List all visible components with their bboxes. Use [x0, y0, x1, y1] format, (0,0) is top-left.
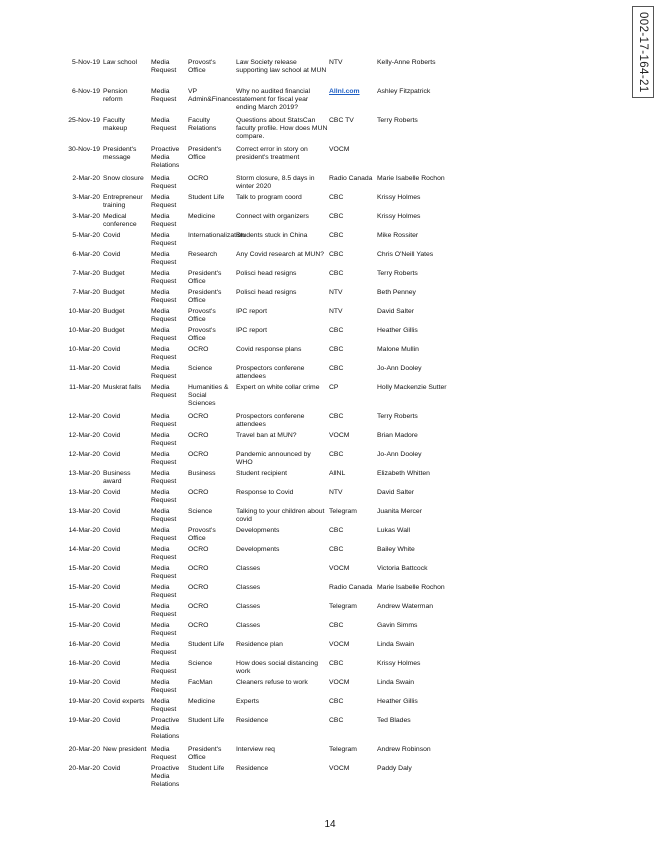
- entry-unit: VP Admin&Finance: [188, 88, 236, 103]
- entry-reporter: Victoria Battcock: [377, 565, 428, 572]
- entry-date: 13-Mar-20: [68, 470, 100, 477]
- table-row: [0, 308, 630, 327]
- entry-type: Media Request: [151, 175, 177, 190]
- entry-reporter: David Salter: [377, 308, 415, 315]
- entry-topic: Covid: [103, 546, 121, 553]
- entry-date: 14-Mar-20: [68, 546, 100, 553]
- entry-unit: Medicine: [188, 698, 216, 705]
- entry-date: 19-Mar-20: [68, 717, 100, 724]
- entry-outlet: CBC: [329, 413, 344, 420]
- entry-topic: Covid: [103, 660, 121, 667]
- entry-reporter: Malone Mullin: [377, 346, 419, 353]
- media-request-log: [0, 59, 630, 794]
- table-row: [0, 508, 630, 527]
- page-number: 14: [324, 819, 336, 830]
- entry-topic: Covid: [103, 603, 121, 610]
- entry-description: Travel ban at MUN?: [236, 432, 297, 439]
- entry-reporter: Marie Isabelle Rochon: [377, 584, 445, 591]
- entry-topic: Covid: [103, 527, 121, 534]
- entry-outlet: VOCM: [329, 146, 350, 153]
- entry-type: Media Request: [151, 413, 177, 428]
- entry-topic: Budget: [103, 289, 125, 296]
- entry-type: Media Request: [151, 346, 177, 361]
- entry-description: Polisci head resigns: [236, 289, 297, 296]
- entry-date: 15-Mar-20: [68, 622, 100, 629]
- entry-type: Media Request: [151, 746, 177, 761]
- entry-description: Cleaners refuse to work: [236, 679, 308, 686]
- entry-type: Media Request: [151, 660, 177, 675]
- entry-outlet: Telegram: [329, 746, 357, 753]
- entry-reporter: Linda Swain: [377, 641, 415, 648]
- table-row: [0, 546, 630, 565]
- entry-description: How does social distancing work: [236, 660, 318, 675]
- entry-type: Media Request: [151, 603, 177, 618]
- entry-unit: OCRO: [188, 603, 209, 610]
- entry-date: 6-Nov-19: [72, 88, 100, 95]
- entry-topic: Budget: [103, 327, 125, 334]
- entry-topic: Covid: [103, 584, 121, 591]
- entry-date: 13-Mar-20: [68, 489, 100, 496]
- entry-description: Pandemic announced by WHO: [236, 451, 311, 466]
- entry-description: Developments: [236, 546, 280, 553]
- table-row: [0, 622, 630, 641]
- entry-date: 30-Nov-19: [68, 146, 100, 153]
- entry-type: Proactive Media Relations: [151, 717, 180, 740]
- entry-description: Law Society release supporting law school at MUN: [236, 59, 327, 74]
- entry-reporter: Bailey White: [377, 546, 415, 553]
- entry-topic: Covid: [103, 451, 121, 458]
- entry-description: Prospectors conferene attendees: [236, 413, 305, 428]
- entry-outlet: CBC: [329, 194, 344, 201]
- entry-date: 3-Mar-20: [72, 194, 100, 201]
- entry-date: 16-Mar-20: [68, 641, 100, 648]
- entry-unit: Provost's Office: [188, 327, 216, 342]
- entry-topic: Muskrat falls: [103, 384, 142, 391]
- entry-unit: Student Life: [188, 194, 225, 201]
- entry-date: 19-Mar-20: [68, 679, 100, 686]
- entry-outlet: NTV: [329, 289, 343, 296]
- entry-type: Media Request: [151, 194, 177, 209]
- entry-unit: Student Life: [188, 765, 225, 772]
- table-row: [0, 365, 630, 384]
- entry-date: 6-Mar-20: [72, 251, 100, 258]
- entry-topic: Entrepreneur training: [103, 194, 143, 209]
- entry-description: Connect with organizers: [236, 213, 309, 220]
- entry-outlet: Telegram: [329, 508, 357, 515]
- entry-description: Classes: [236, 584, 261, 591]
- entry-reporter: Mike Rossiter: [377, 232, 419, 239]
- entry-unit: Business: [188, 470, 216, 477]
- entry-unit: Research: [188, 251, 218, 258]
- entry-unit: OCRO: [188, 546, 209, 553]
- entry-outlet: CBC: [329, 327, 344, 334]
- entry-reporter: Heather Gillis: [377, 327, 418, 334]
- entry-description: Residence: [236, 765, 269, 772]
- entry-reporter: Holly Mackenzie Sutter: [377, 384, 447, 391]
- entry-date: 15-Mar-20: [68, 584, 100, 591]
- entry-reporter: Ted Blades: [377, 717, 411, 724]
- entry-reporter: Krissy Holmes: [377, 660, 421, 667]
- entry-unit: FacMan: [188, 679, 213, 686]
- entry-topic: Covid: [103, 413, 121, 420]
- entry-topic: Covid: [103, 622, 121, 629]
- entry-type: Media Request: [151, 622, 177, 637]
- entry-outlet: CBC: [329, 660, 344, 667]
- entry-reporter: Andrew Robinson: [377, 746, 431, 753]
- entry-type: Media Request: [151, 546, 177, 561]
- entry-reporter: Paddy Daly: [377, 765, 412, 772]
- entry-unit: Science: [188, 660, 213, 667]
- entry-date: 19-Mar-20: [68, 698, 100, 705]
- entry-date: 15-Mar-20: [68, 603, 100, 610]
- entry-description: Expert on white collar crime: [236, 384, 320, 391]
- entry-outlet: VOCM: [329, 565, 350, 572]
- entry-unit: Provost's Office: [188, 59, 216, 74]
- entry-unit: Faculty Relations: [188, 117, 217, 132]
- entry-description: Covid response plans: [236, 346, 302, 353]
- entry-unit: OCRO: [188, 413, 209, 420]
- entry-type: Media Request: [151, 527, 177, 542]
- entry-unit: OCRO: [188, 489, 209, 496]
- table-row: [0, 641, 630, 660]
- entry-date: 20-Mar-20: [68, 746, 100, 753]
- entry-type: Media Request: [151, 327, 177, 342]
- entry-reporter: Beth Penney: [377, 289, 416, 296]
- entry-outlet: CBC: [329, 213, 344, 220]
- entry-reporter: Linda Swain: [377, 679, 415, 686]
- entry-description: Polisci head resigns: [236, 270, 297, 277]
- table-row: [0, 584, 630, 603]
- table-row: [0, 565, 630, 584]
- entry-type: Media Request: [151, 489, 177, 504]
- entry-unit: OCRO: [188, 451, 209, 458]
- entry-outlet: CBC: [329, 251, 344, 258]
- entry-type: Media Request: [151, 213, 177, 228]
- entry-description: IPC report: [236, 308, 267, 315]
- entry-description: Classes: [236, 622, 261, 629]
- entry-topic: New president: [103, 746, 147, 753]
- entry-outlet: CBC: [329, 698, 344, 705]
- entry-outlet: CBC TV: [329, 117, 354, 124]
- entry-reporter: Brian Madore: [377, 432, 418, 439]
- entry-outlet: Telegram: [329, 603, 357, 610]
- entry-reporter: Lukas Wall: [377, 527, 410, 534]
- entry-topic: Pension reform: [103, 88, 128, 103]
- entry-reporter: Krissy Holmes: [377, 194, 421, 201]
- entry-reporter: Terry Roberts: [377, 413, 418, 420]
- entry-date: 20-Mar-20: [68, 765, 100, 772]
- entry-type: Media Request: [151, 641, 177, 656]
- entry-topic: Faculty makeup: [103, 117, 128, 132]
- entry-type: Media Request: [151, 289, 177, 304]
- entry-outlet: CBC: [329, 270, 344, 277]
- entry-unit: President's Office: [188, 270, 222, 285]
- table-row: [0, 765, 630, 794]
- entry-reporter: Terry Roberts: [377, 117, 418, 124]
- entry-unit: OCRO: [188, 565, 209, 572]
- entry-type: Media Request: [151, 565, 177, 580]
- table-row: [0, 603, 630, 622]
- entry-unit: Student Life: [188, 717, 225, 724]
- entry-topic: Covid: [103, 641, 121, 648]
- entry-reporter: Krissy Holmes: [377, 213, 421, 220]
- entry-topic: Covid experts: [103, 698, 145, 705]
- entry-date: 14-Mar-20: [68, 527, 100, 534]
- entry-unit: Science: [188, 508, 213, 515]
- entry-type: Media Request: [151, 59, 177, 74]
- entry-type: Media Request: [151, 251, 177, 266]
- entry-description: Residence plan: [236, 641, 283, 648]
- entry-topic: Covid: [103, 251, 121, 258]
- entry-topic: Snow closure: [103, 175, 144, 182]
- table-row: [0, 698, 630, 717]
- table-row: [0, 432, 630, 451]
- document-id-stamp: 002-17-164-21: [632, 6, 654, 98]
- entry-type: Media Request: [151, 308, 177, 323]
- entry-outlet: NTV: [329, 489, 343, 496]
- entry-reporter: Ashley Fitzpatrick: [377, 88, 431, 95]
- entry-outlet: AllNL: [329, 470, 346, 477]
- entry-outlet: CBC: [329, 527, 344, 534]
- entry-description: Experts: [236, 698, 260, 705]
- table-row: [0, 489, 630, 508]
- entry-date: 10-Mar-20: [68, 327, 100, 334]
- table-row: [0, 451, 630, 470]
- table-row: [0, 213, 630, 232]
- entry-description: Interview req: [236, 746, 275, 753]
- entry-topic: Covid: [103, 765, 121, 772]
- table-row: [0, 470, 630, 489]
- entry-type: Media Request: [151, 451, 177, 466]
- table-row: [0, 146, 630, 175]
- entry-date: 7-Mar-20: [72, 289, 100, 296]
- entry-unit: OCRO: [188, 432, 209, 439]
- entry-type: Media Request: [151, 365, 177, 380]
- entry-description: Storm closure, 8.5 days in winter 2020: [236, 175, 315, 190]
- entry-date: 25-Nov-19: [68, 117, 100, 124]
- entry-reporter: Heather Gillis: [377, 698, 418, 705]
- entry-unit: OCRO: [188, 346, 209, 353]
- entry-reporter: Marie Isabelle Rochon: [377, 175, 445, 182]
- entry-unit: OCRO: [188, 622, 209, 629]
- entry-reporter: Terry Roberts: [377, 270, 418, 277]
- entry-topic: Law school: [103, 59, 138, 66]
- table-row: [0, 327, 630, 346]
- table-row: [0, 717, 630, 746]
- table-row: [0, 289, 630, 308]
- table-row: [0, 413, 630, 432]
- table-row: [0, 194, 630, 213]
- entry-type: Media Request: [151, 88, 177, 103]
- table-row: [0, 679, 630, 698]
- entry-unit: Medicine: [188, 213, 216, 220]
- table-row: [0, 232, 630, 251]
- entry-topic: Medical conference: [103, 213, 137, 228]
- entry-description: IPC report: [236, 327, 267, 334]
- entry-topic: Budget: [103, 270, 125, 277]
- entry-date: 3-Mar-20: [72, 213, 100, 220]
- entry-date: 12-Mar-20: [68, 432, 100, 439]
- entry-unit: Provost's Office: [188, 308, 216, 323]
- entry-date: 10-Mar-20: [68, 308, 100, 315]
- entry-date: 2-Mar-20: [72, 175, 100, 182]
- entry-description: Developments: [236, 527, 280, 534]
- table-row: [0, 346, 630, 365]
- entry-description: Classes: [236, 603, 261, 610]
- entry-reporter: Chris O'Neill Yates: [377, 251, 434, 258]
- entry-date: 15-Mar-20: [68, 565, 100, 572]
- table-row: [0, 59, 630, 88]
- entry-type: Media Request: [151, 584, 177, 599]
- entry-outlet: CP: [329, 384, 339, 391]
- entry-outlet[interactable]: Allnl.com: [329, 88, 360, 95]
- entry-topic: Covid: [103, 346, 121, 353]
- entry-topic: Budget: [103, 308, 125, 315]
- entry-unit: President's Office: [188, 289, 222, 304]
- entry-topic: President's message: [103, 146, 137, 161]
- entry-reporter: Gavin Simms: [377, 622, 418, 629]
- entry-type: Media Request: [151, 270, 177, 285]
- entry-outlet: CBC: [329, 622, 344, 629]
- entry-description: Why no audited financial statement for fiscal year ending March 2019?: [236, 88, 311, 111]
- entry-description: Talk to program coord: [236, 194, 302, 201]
- entry-topic: Covid: [103, 565, 121, 572]
- entry-topic: Covid: [103, 717, 121, 724]
- entry-outlet: VOCM: [329, 765, 350, 772]
- table-row: [0, 527, 630, 546]
- entry-topic: Covid: [103, 232, 121, 239]
- entry-unit: Internationalization: [188, 232, 246, 239]
- entry-date: 7-Mar-20: [72, 270, 100, 277]
- entry-description: Response to Covid: [236, 489, 294, 496]
- entry-type: Media Request: [151, 384, 177, 399]
- entry-date: 12-Mar-20: [68, 451, 100, 458]
- entry-type: Media Request: [151, 508, 177, 523]
- entry-date: 11-Mar-20: [69, 365, 100, 372]
- entry-outlet: NTV: [329, 59, 343, 66]
- table-row: [0, 88, 630, 117]
- entry-outlet: VOCM: [329, 432, 350, 439]
- entry-topic: Covid: [103, 508, 121, 515]
- entry-date: 11-Mar-20: [69, 384, 100, 391]
- entry-topic: Covid: [103, 432, 121, 439]
- table-row: [0, 270, 630, 289]
- entry-type: Media Request: [151, 679, 177, 694]
- entry-outlet: CBC: [329, 546, 344, 553]
- table-row: [0, 251, 630, 270]
- entry-unit: President's Office: [188, 146, 222, 161]
- entry-unit: OCRO: [188, 584, 209, 591]
- table-row: [0, 384, 630, 413]
- entry-reporter: Elizabeth Whitten: [377, 470, 430, 477]
- entry-description: Residence: [236, 717, 269, 724]
- entry-type: Media Request: [151, 470, 177, 485]
- entry-unit: Science: [188, 365, 213, 372]
- entry-outlet: CBC: [329, 717, 344, 724]
- entry-unit: Provost's Office: [188, 527, 216, 542]
- entry-type: Media Request: [151, 432, 177, 447]
- entry-description: Correct error in story on president's treatment: [236, 146, 308, 161]
- entry-topic: Covid: [103, 679, 121, 686]
- entry-outlet: Radio Canada: [329, 175, 373, 182]
- entry-type: Proactive Media Relations: [151, 765, 180, 788]
- entry-outlet: VOCM: [329, 679, 350, 686]
- table-row: [0, 117, 630, 146]
- entry-unit: OCRO: [188, 175, 209, 182]
- entry-description: Students stuck in China: [236, 232, 308, 239]
- entry-topic: Covid: [103, 365, 121, 372]
- entry-outlet: CBC: [329, 346, 344, 353]
- entry-description: Talking to your children about covid: [236, 508, 325, 523]
- entry-description: Classes: [236, 565, 261, 572]
- entry-date: 5-Nov-19: [72, 59, 100, 66]
- entry-date: 16-Mar-20: [68, 660, 100, 667]
- entry-date: 10-Mar-20: [68, 346, 100, 353]
- entry-outlet: CBC: [329, 232, 344, 239]
- table-row: [0, 746, 630, 765]
- entry-unit: Student Life: [188, 641, 225, 648]
- entry-reporter: Jo-Ann Dooley: [377, 451, 422, 458]
- entry-date: 12-Mar-20: [68, 413, 100, 420]
- entry-description: Prospectors conferene attendees: [236, 365, 305, 380]
- entry-type: Media Request: [151, 117, 177, 132]
- entry-type: Media Request: [151, 698, 177, 713]
- entry-unit: Humanities & Social Sciences: [188, 384, 229, 407]
- entry-date: 13-Mar-20: [68, 508, 100, 515]
- entry-type: Proactive Media Relations: [151, 146, 180, 169]
- entry-outlet: Radio Canada: [329, 584, 373, 591]
- table-row: [0, 660, 630, 679]
- entry-description: Questions about StatsCan faculty profile. How does MUN compare.: [236, 117, 328, 140]
- entry-reporter: David Salter: [377, 489, 415, 496]
- entry-reporter: Juanita Mercer: [377, 508, 422, 515]
- table-row: [0, 175, 630, 194]
- entry-unit: President's Office: [188, 746, 222, 761]
- entry-description: Any Covid research at MUN?: [236, 251, 325, 258]
- entry-reporter: Jo-Ann Dooley: [377, 365, 422, 372]
- entry-reporter: Andrew Waterman: [377, 603, 434, 610]
- entry-topic: Covid: [103, 489, 121, 496]
- entry-type: Media Request: [151, 232, 177, 247]
- entry-outlet: CBC: [329, 451, 344, 458]
- entry-outlet: CBC: [329, 365, 344, 372]
- entry-outlet: NTV: [329, 308, 343, 315]
- entry-description: Student recipient: [236, 470, 288, 477]
- entry-date: 5-Mar-20: [72, 232, 100, 239]
- entry-topic: Business award: [103, 470, 131, 485]
- entry-reporter: Kelly-Anne Roberts: [377, 59, 436, 66]
- entry-outlet: VOCM: [329, 641, 350, 648]
